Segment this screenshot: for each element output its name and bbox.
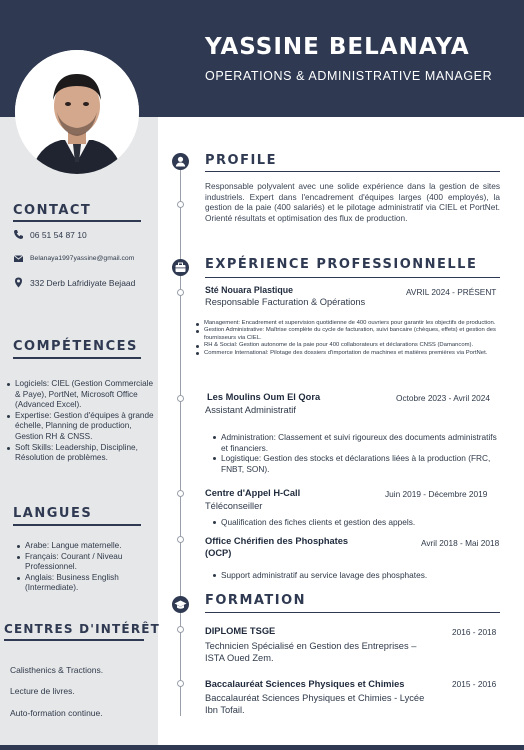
candidate-name: YASSINE BELANAYA xyxy=(205,34,470,60)
timeline-dot xyxy=(177,289,184,296)
experience-title: EXPÉRIENCE PROFESSIONNELLE xyxy=(205,257,478,272)
education-rule xyxy=(205,612,500,613)
job-position: Téléconseiller xyxy=(205,501,263,511)
interest-item: Auto-formation continue. xyxy=(10,708,103,718)
location-pin-icon xyxy=(13,277,24,288)
language-item: Arabe: Langue maternelle. xyxy=(15,541,145,552)
education-degree: Baccalauréat Sciences Physiques et Chimies xyxy=(205,679,405,689)
job-position: Assistant Administratif xyxy=(205,405,296,415)
languages-rule xyxy=(13,524,141,526)
job-bullet: Support administratif au service lavage des phosphates. xyxy=(212,570,497,581)
interests-rule xyxy=(4,639,144,641)
language-item: Français: Courant / Niveau Professionnel. xyxy=(15,552,145,573)
interest-item: Lecture de livres. xyxy=(10,686,75,696)
job-bullet: Qualification des fiches clients et gestion des appels. xyxy=(212,517,497,528)
job-org: Office Chérifien des Phosphates (OCP) xyxy=(205,536,349,558)
interest-item: Calisthenics & Tractions. xyxy=(10,665,104,675)
contact-phone xyxy=(13,229,87,240)
timeline-dot xyxy=(177,490,184,497)
profile-person-icon xyxy=(172,153,189,170)
email-address: Belanaya1997yassine@gmail.com xyxy=(30,255,135,262)
job-org: Les Moulins Oum El Qora xyxy=(207,392,321,402)
skills-title: COMPÉTENCES xyxy=(13,339,138,354)
job-bullet: Administration: Classement et suivi rigoureux des documents administratifs et financiers. xyxy=(212,432,497,453)
education-degree: DIPLOME TSGE xyxy=(205,626,276,636)
job-position: Responsable Facturation & Opérations xyxy=(205,297,366,307)
bottom-bar xyxy=(0,745,524,750)
timeline-dot xyxy=(177,680,184,687)
job-bullet: Management: Encadrement et supervision quotidienne de 400 ouvriers pour garantir les objectifs de production. xyxy=(195,320,523,327)
language-item: Anglais: Business English (Intermediate). xyxy=(15,573,145,594)
address-text: 332 Derb Lafridiyate Bejaad xyxy=(30,277,136,288)
contact-rule xyxy=(13,220,141,222)
profile-text: Responsable polyvalent avec une solide expérience dans la gestion de sites industriels. Expert dans l'encadrement d'équipes larges (400 employés), la gestion de la paie (400 salariés) et le pilotage administratif via CIEL et PortNet. Orienté résultats et optimisation des flux de production. xyxy=(205,181,500,224)
job-bullet: Commerce International: Pilotage des dossiers d'importation de machines et matières premières via PortNet. xyxy=(195,350,523,357)
job-date: Avril 2018 - Mai 2018 xyxy=(421,538,500,548)
contact-title: CONTACT xyxy=(13,203,92,218)
skill-item: Logiciels: CIEL (Gestion Commerciale & Paye), PortNet, Microsoft Office (Advanced Excel). xyxy=(5,379,155,411)
job-org: Sté Nouara Plastique xyxy=(205,285,293,295)
graduation-cap-icon xyxy=(172,596,189,613)
profile-title: PROFILE xyxy=(205,153,277,168)
contact-email xyxy=(13,253,134,264)
phone-number: 06 51 54 87 10 xyxy=(30,229,87,240)
education-detail: Technicien Spécialisé en Gestion des Entreprises – ISTA Oued Zem. xyxy=(205,641,417,663)
job-bullets xyxy=(212,570,497,581)
profile-photo xyxy=(15,50,139,174)
job-bullets xyxy=(195,320,523,357)
job-date: Octobre 2023 - Avril 2024 xyxy=(396,393,490,403)
timeline-dot xyxy=(177,536,184,543)
interests-title: CENTRES D'INTÉRÊT xyxy=(4,622,161,636)
job-bullet: Logistique: Gestion des stocks et déclarations liées à la production (FRC, FNBT, SON). xyxy=(212,453,497,474)
timeline-dot xyxy=(177,201,184,208)
job-bullets xyxy=(212,517,497,528)
job-org: Centre d'Appel H-Call xyxy=(205,488,301,498)
education-date: 2016 - 2018 xyxy=(452,627,497,637)
timeline-dot xyxy=(177,626,184,633)
phone-icon xyxy=(13,229,24,240)
education-title: FORMATION xyxy=(205,593,307,608)
job-bullet: RH & Social: Gestion autonome de la paie pour 400 collaborateurs et déclarations CNSS (Damancom). xyxy=(195,342,523,349)
skill-item: Expertise: Gestion d'équipes à grande échelle, Planning de production, Gestion RH & CNSS. xyxy=(5,411,155,443)
profile-rule xyxy=(205,171,500,172)
languages-list xyxy=(15,541,145,594)
skills-rule xyxy=(13,357,141,359)
job-date: Juin 2019 - Décembre 2019 xyxy=(385,489,488,499)
job-bullet: Gestion Administrative: Maîtrise complète du cycle de facturation, suivi bancaire (chèques, effets) et gestion des fournisseurs via CIEL. xyxy=(195,327,523,342)
contact-address xyxy=(13,277,135,288)
languages-title: LANGUES xyxy=(13,506,93,521)
education-date: 2015 - 2016 xyxy=(452,679,497,689)
skills-list xyxy=(5,379,155,464)
experience-rule xyxy=(205,277,500,278)
skill-item: Soft Skills: Leadership, Discipline, Résolution de problèmes. xyxy=(5,443,155,464)
candidate-role: OPERATIONS & ADMINISTRATIVE MANAGER xyxy=(205,69,493,83)
job-bullets xyxy=(212,432,497,474)
education-detail: Baccalauréat Sciences Physiques et Chimies - Lycée Ibn Tofail. xyxy=(205,693,425,715)
job-date: AVRIL 2024 - PRÉSENT xyxy=(406,287,497,297)
briefcase-icon xyxy=(172,259,189,276)
email-icon xyxy=(13,253,24,264)
timeline-dot xyxy=(177,395,184,402)
